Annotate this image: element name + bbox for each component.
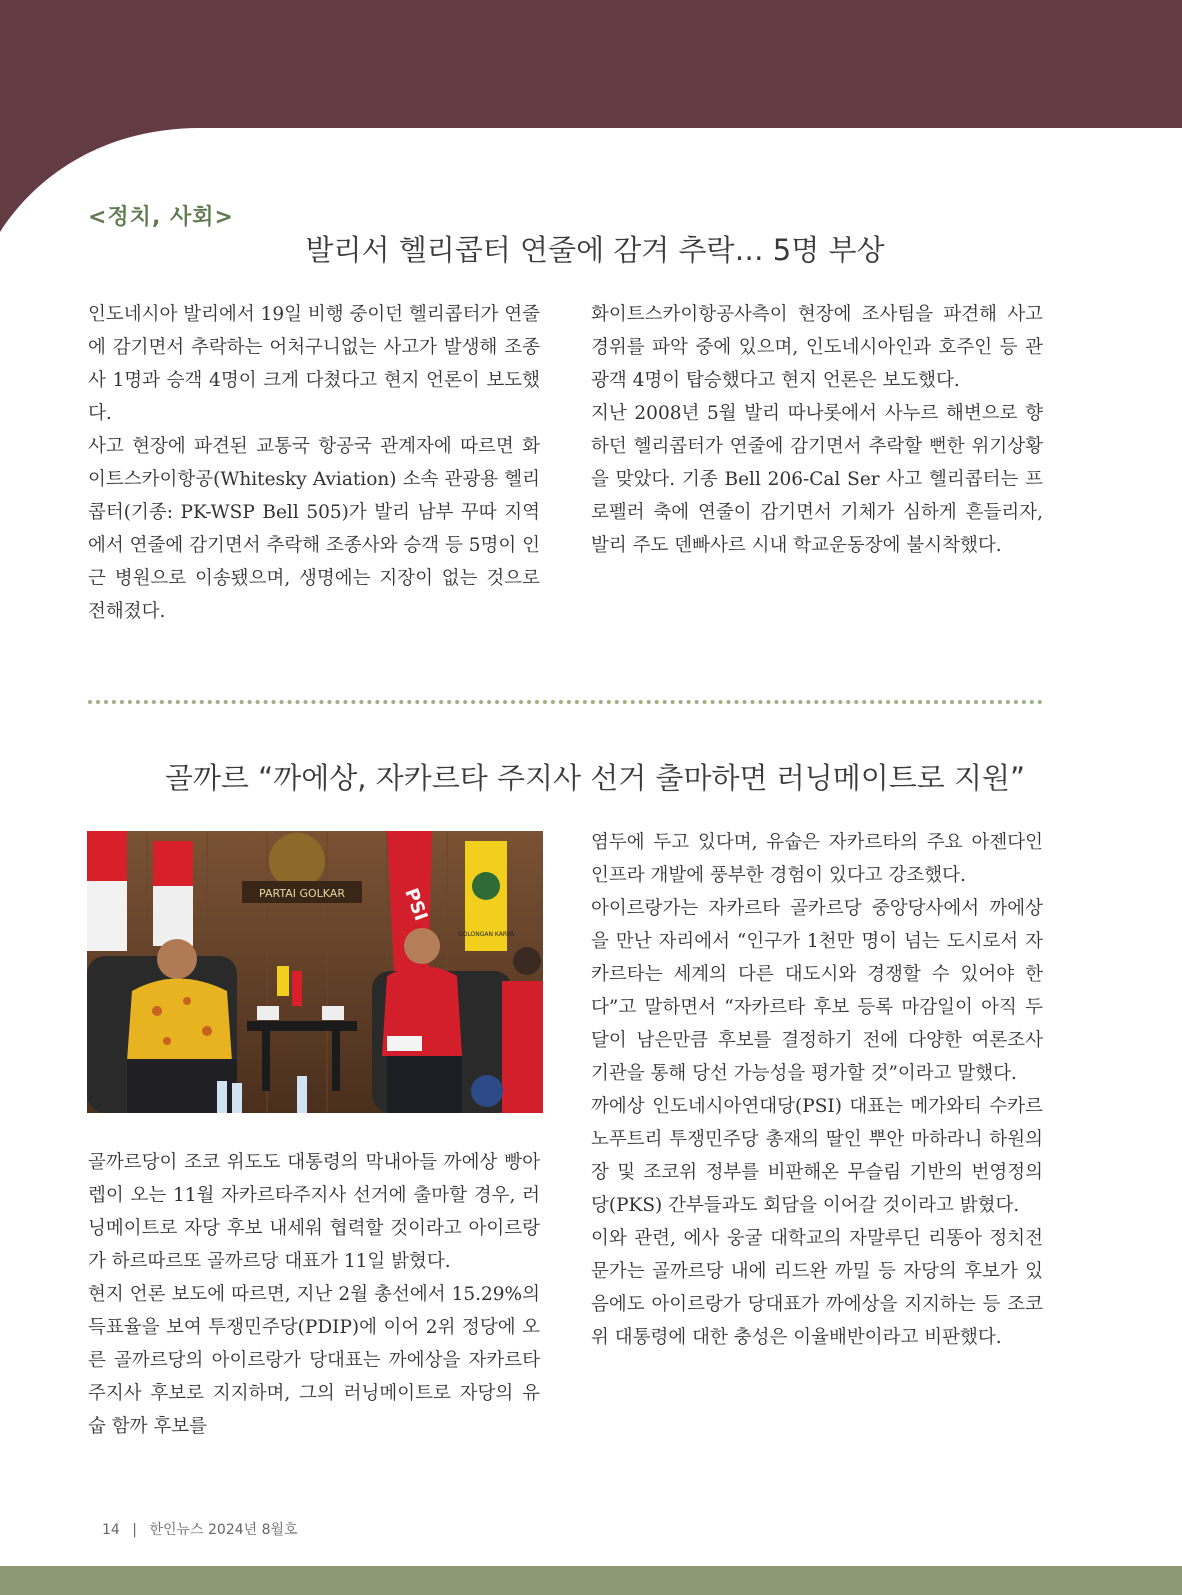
article1-paragraph: 화이트스카이항공사측이 현장에 조사팀을 파견해 사고 경위를 파악 중에 있으며, 인도네시아인과 호주인 등 관광객 4명이 탑승했다고 현지 언론은 보도했다. [591,304,1043,391]
dotted-divider [88,700,1043,704]
article2-right-column [591,826,1043,1354]
publication-name: 한인뉴스 2024년 8월호 [149,1522,298,1538]
golkar-flag-text: GOLONGAN KARYA [458,931,514,938]
article2-paragraph: 까에상 인도네시아연대당(PSI) 대표는 메가와티 수카르노푸트리 투쟁민주당 총재의 딸인 뿌안 마하라니 하원의장 및 조코위 정부를 비판해온 무슬림 기반의 번영정의당(PKS) 간부들과도 회담을 이어갈 것이라고 밝혔다. [591,1096,1043,1216]
party-banner-text: PARTAI GOLKAR [259,887,345,900]
article2-paragraph: 염두에 두고 있다며, 유숩은 자카르타의 주요 아젠다인 인프라 개발에 풍부한 경험이 있다고 강조했다. [591,832,1043,886]
article1-paragraph: 지난 2008년 5월 발리 따나롯에서 사누르 해변으로 향하던 헬리콥터가 연줄에 감기면서 추락할 뻔한 위기상황을 맞았다. 기종 Bell 206-Cal Ser 사고 헬리콥터는 프로펠러 축에 연줄이 감기면서 기체가 심하게 흔들리자, 발리 주도 덴빠사르 시내 학교운동장에 불시착했다. [591,403,1043,556]
article1-paragraph: 인도네시아 발리에서 19일 비행 중이던 헬리콥터가 연줄에 감기면서 추락하는 어처구니없는 사고가 발생해 조종사 1명과 승객 4명이 크게 다쳤다고 현지 언론이 보도했다. [88,304,540,424]
page-number: 14 [102,1522,120,1538]
section-category: <정치, 사회> [88,205,234,230]
article2-paragraph: 아이르랑가는 자카르타 골카르당 중앙당사에서 까에상을 만난 자리에서 “인구가 1천만 명이 넘는 도시로서 자카르타는 세계의 다른 대도시와 경쟁할 수 있어야 한다”고 말하면서 “자카르타 후보 등록 마감일이 아직 두 달이 남은만큼 후보를 결정하기 전에 다양한 여론조사 기관을 통해 당선 가능성을 평가할 것”이라고 말했다. [591,898,1043,1084]
article2-paragraph: 현지 언론 보도에 따르면, 지난 2월 총선에서 15.29%의 득표율을 보여 투쟁민주당(PDIP)에 이어 2위 정당에 오른 골까르당의 아이르랑가 당대표는 까에상을 자카르타 주지사 후보로 지지하며, 그의 러닝메이트로 자당의 유숩 함까 후보를 [88,1284,540,1437]
footer-separator: | [132,1522,137,1538]
article2-left-column [88,1146,540,1443]
meeting-photo-illustration [87,831,543,1113]
header-band-shape [0,0,1182,232]
article1-title: 발리서 헬리콥터 연줄에 감겨 추락… 5명 부상 [305,233,885,267]
article1-paragraph: 사고 현장에 파견된 교통국 항공국 관계자에 따르면 화이트스카이항공(Whitesky Aviation) 소속 관광용 헬리콥터(기종: PK-WSP Bell 505)가 발리 남부 꾸따 지역에서 연줄에 감기면서 추락해 조종사와 승객 등 5명이 인근 병원으로 이송됐으며, 생명에는 지장이 없는 것으로 전해졌다. [88,436,540,622]
article1-left-column [88,298,540,628]
article2-paragraph: 이와 관련, 에사 웅굴 대학교의 자말루딘 리똥아 정치전문가는 골까르당 내에 리드완 까밀 등 자당의 후보가 있음에도 아이르랑가 당대표가 까에상을 지지하는 등 조코위 대통령에 대한 충성은 이율배반이라고 비판했다. [591,1228,1043,1348]
page-footer [102,1519,298,1539]
article2-photo [87,831,543,1113]
footer-bar [0,1566,1182,1595]
article1-right-column [591,298,1043,562]
psi-flag-text: PSI [400,885,432,924]
article2-paragraph: 골까르당이 조코 위도도 대통령의 막내아들 까에상 빵아렙이 오는 11월 자카르타주지사 선거에 출마할 경우, 러닝메이트로 자당 후보 내세워 협력할 것이라고 아이르랑가 하르따르또 골까르당 대표가 11일 밝혔다. [88,1152,540,1272]
article2-title: 골까르 “까에상, 자카르타 주지사 선거 출마하면 러닝메이트로 지원” [164,761,1026,795]
